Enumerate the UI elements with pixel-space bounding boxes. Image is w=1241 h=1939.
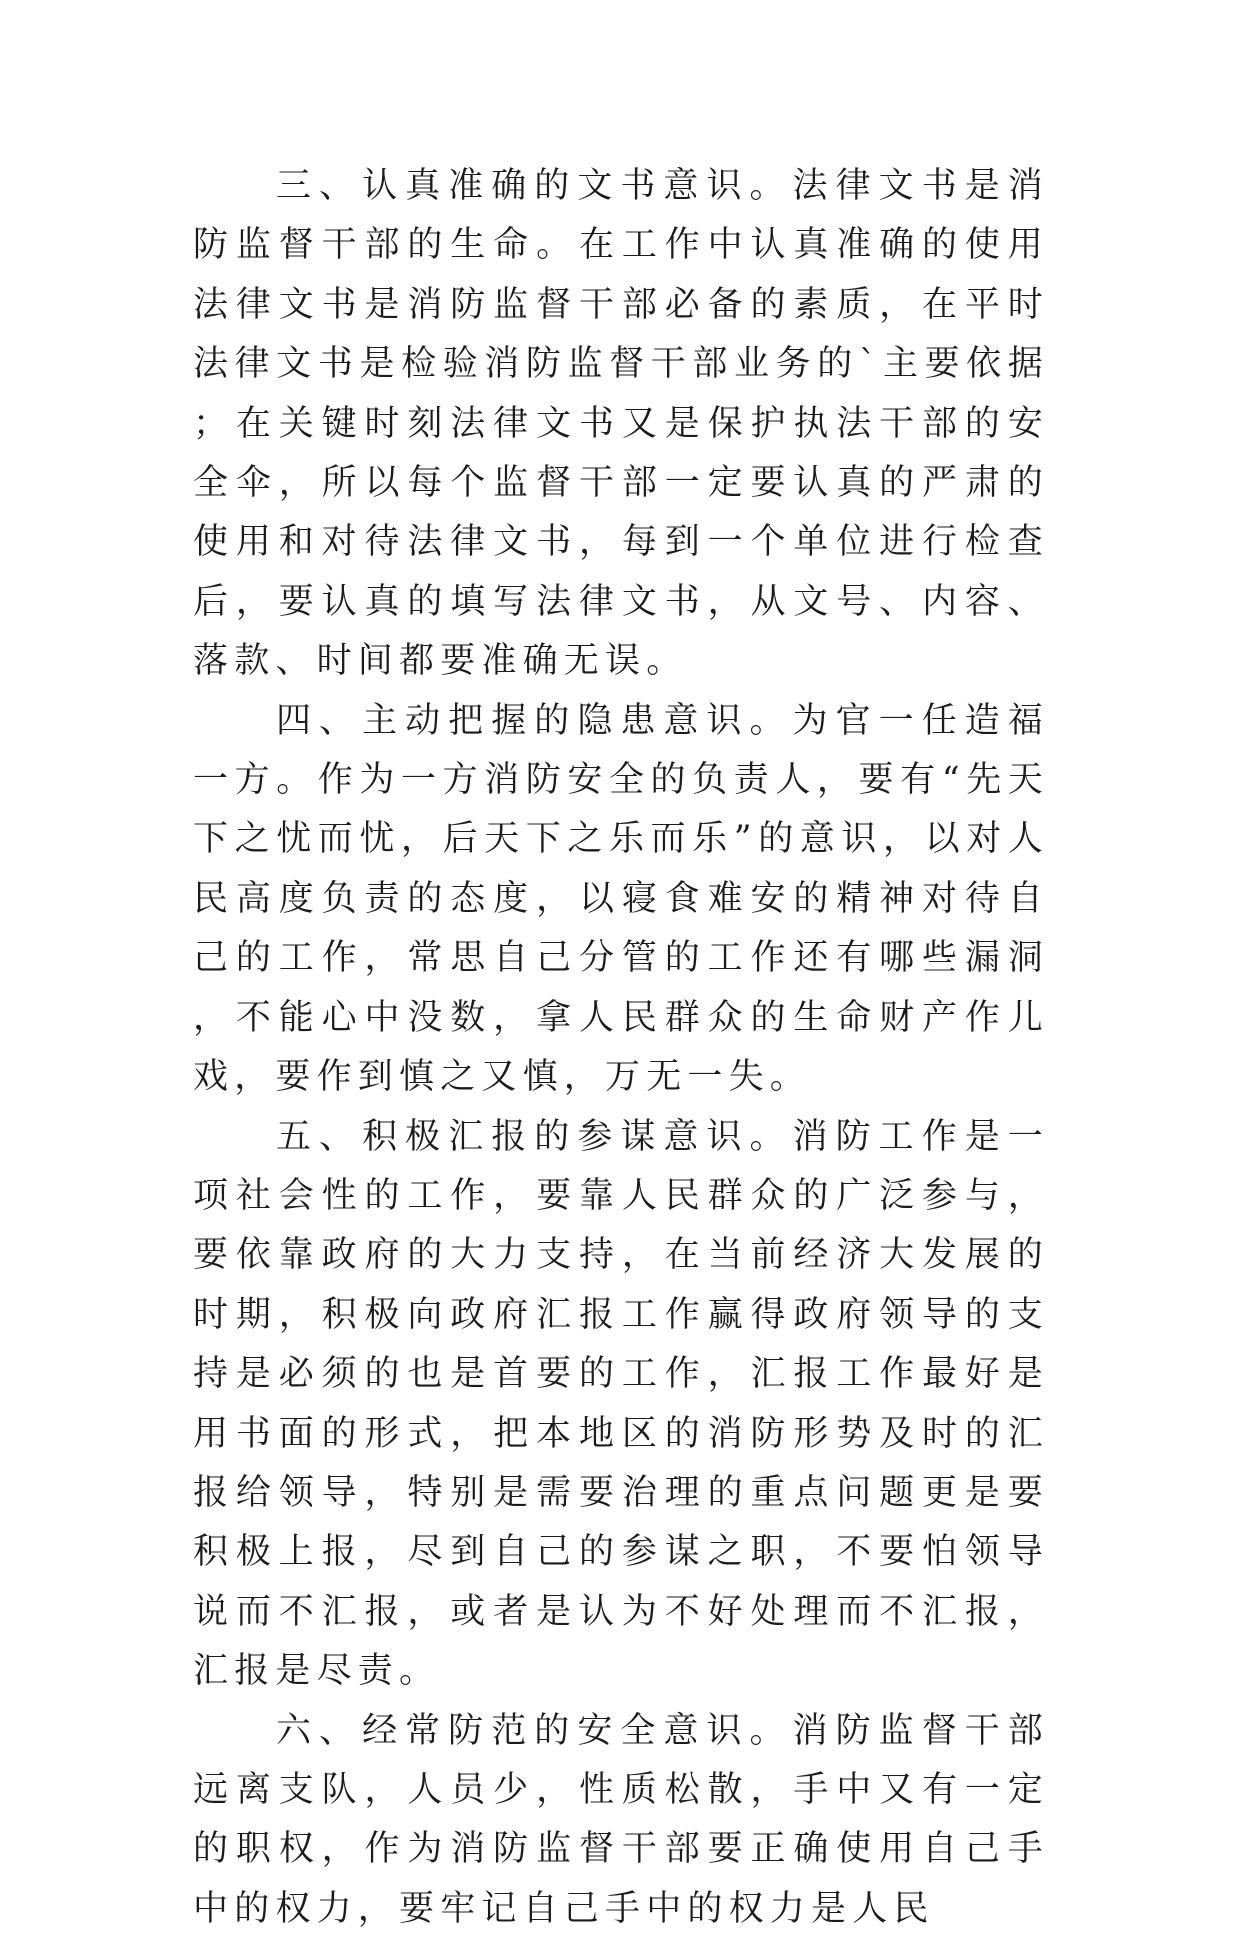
paragraph-document-awareness: 三、认真准确的文书意识。法律文书是消防监督干部的生命。在工作中认真准确的使用法律文书是消防监督干部必备的素质，在平时法律文书是检验消防监督干部业务的`主要依据；在关键时刻法律文书又是保护执法干部的安全伞，所以每个监督干部一定要认真的严肃的使用和对待法律文书，每到一个单位进行检查后，要认真的填写法律文书，从文号、内容、落款、时间都要准确无误。 bbox=[193, 166, 1049, 682]
paragraph-safety-awareness: 六、经常防范的安全意识。消防监督干部远离支队，人员少，性质松散，手中又有一定的职权，作为消防监督干部要正确使用自己手中的权力，要牢记自己手中的权力是人民 bbox=[193, 1710, 1049, 1929]
paragraph-advisory-awareness: 五、积极汇报的参谋意识。消防工作是一项社会性的工作，要靠人民群众的广泛参与，要依靠政府的大力支持，在当前经济大发展的时期，积极向政府汇报工作赢得政府领导的支持是必须的也是首要的工作，汇报工作最好是用书面的形式，把本地区的消防形势及时的汇报给领导，特别是需要治理的重点问题更是要积极上报，尽到自己的参谋之职，不要怕领导说而不汇报，或者是认为不好处理而不汇报，汇报是尽责。 bbox=[193, 1116, 1049, 1692]
document-body bbox=[193, 157, 1049, 1939]
paragraph-hazard-awareness: 四、主动把握的隐患意识。为官一任造福一方。作为一方消防安全的负责人，要有“先天下之忧而忧，后天下之乐而乐”的意识，以对人民高度负责的态度，以寝食难安的精神对待自己的工作，常思自己分管的工作还有哪些漏洞，不能心中没数，拿人民群众的生命财产作儿戏，要作到慎之又慎，万无一失。 bbox=[193, 700, 1049, 1098]
